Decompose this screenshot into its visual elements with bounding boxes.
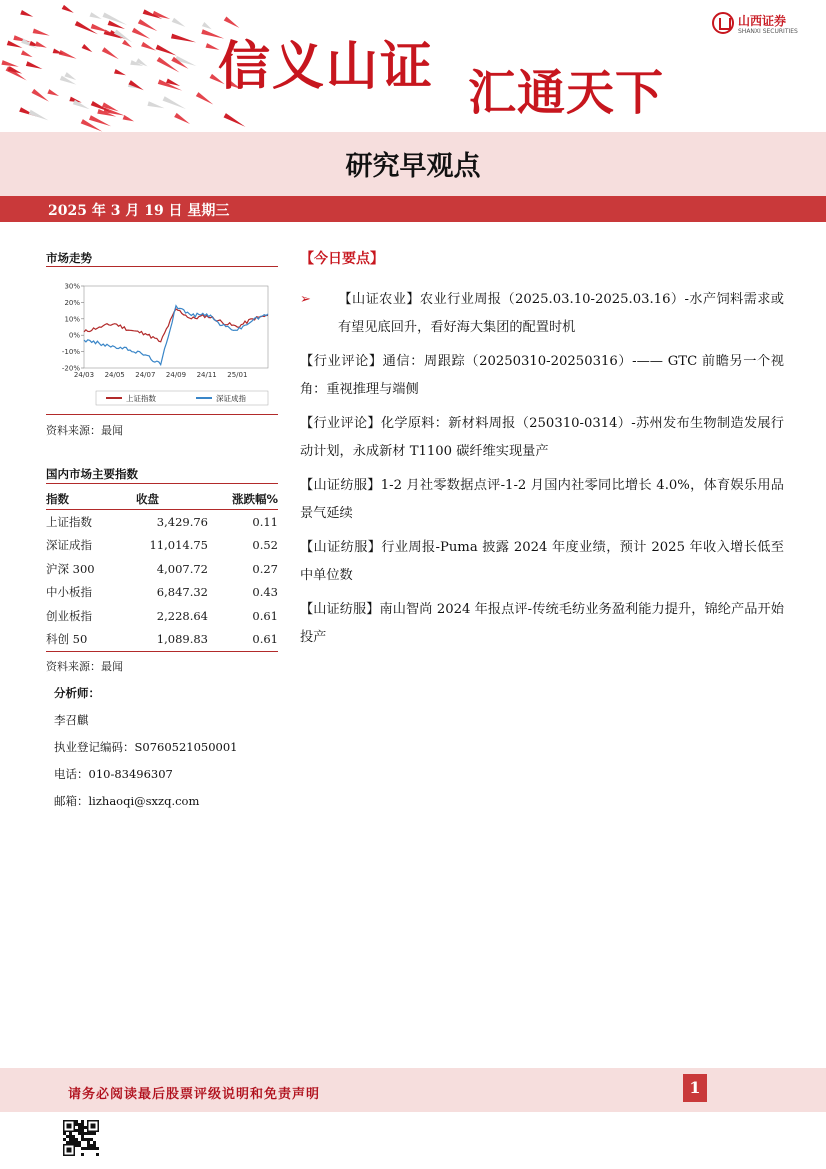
- qr-module: [72, 1138, 75, 1141]
- banner-arrow-shape: [132, 28, 150, 39]
- analyst-name: 李召麒: [54, 713, 89, 727]
- key-points-list: [300, 286, 784, 658]
- item-text[interactable]: 【山证纺服】行业周报-Puma 披露 2024 年度业绩，预计 2025 年收入增长低至中单位数: [300, 540, 784, 583]
- legend-label: 上证指数: [126, 394, 156, 403]
- qr-module: [87, 1138, 90, 1141]
- qr-module: [81, 1153, 84, 1156]
- banner-arrow-shape: [73, 100, 90, 109]
- legend-label: 深证成指: [216, 394, 246, 403]
- item-text[interactable]: 【山证农业】农业行业周报（2025.03.10-2025.03.16）-水产饲料需求或有望见底回升，看好海大集团的配置时机: [338, 292, 784, 335]
- qr-module: [63, 1138, 66, 1141]
- analyst-heading: 分析师：: [54, 686, 100, 700]
- index-change: 0.52: [252, 538, 278, 553]
- section-rule: [46, 414, 278, 415]
- index-close: 2,228.64: [156, 608, 208, 623]
- x-tick-label: 24/05: [104, 371, 125, 379]
- qr-module: [81, 1135, 84, 1138]
- qr-module: [75, 1129, 78, 1132]
- qr-module: [84, 1147, 87, 1150]
- list-item: [300, 472, 784, 528]
- company-logo: [712, 12, 820, 38]
- qr-module: [72, 1135, 75, 1138]
- qr-module: [84, 1132, 87, 1135]
- qr-module: [93, 1147, 96, 1150]
- banner-arrow-shape: [47, 89, 59, 96]
- banner-arrow-shape: [21, 50, 33, 57]
- qr-module: [90, 1144, 93, 1147]
- header-banner: [0, 0, 826, 132]
- analyst-email: 邮箱：lizhaoqi@sxzq.com: [54, 794, 200, 808]
- y-tick-label: -20%: [61, 364, 80, 373]
- banner-arrow-shape: [174, 113, 190, 124]
- y-tick-label: 10%: [64, 315, 80, 324]
- qr-module: [63, 1132, 66, 1135]
- qr-module: [93, 1132, 96, 1135]
- qr-module: [75, 1144, 78, 1147]
- table-row: [46, 557, 278, 581]
- item-text[interactable]: 【行业评论】化学原料：新材料周报（250310-0314）-苏州发布生物制造发展行动计划，永成新材 T1100 碳纤维实现量产: [300, 416, 784, 459]
- qr-module: [75, 1141, 78, 1144]
- qr-module: [75, 1138, 78, 1141]
- logo-emblem-icon: [712, 12, 734, 34]
- list-item: [300, 286, 784, 342]
- section-rule: [46, 266, 278, 267]
- slogan-part2: 汇通天下: [468, 65, 665, 121]
- qr-module: [81, 1129, 84, 1132]
- index-name: 科创 50: [46, 628, 136, 652]
- table-row: [46, 510, 278, 534]
- banner-arrow-shape: [138, 19, 158, 31]
- banner-arrow-shape: [89, 12, 101, 19]
- disclaimer-link[interactable]: 请务必阅读最后股票评级说明和免责声明: [68, 1087, 321, 1102]
- index-change: 0.11: [252, 514, 278, 529]
- banner-arrow-shape: [102, 47, 119, 59]
- y-tick-label: 20%: [64, 298, 80, 307]
- report-date: 2025 年 3 月 19 日 星期三: [48, 203, 230, 219]
- banner-arrow-shape: [62, 5, 74, 13]
- qr-module: [78, 1132, 81, 1135]
- list-item: [300, 534, 784, 590]
- indices-heading: 国内市场主要指数: [46, 467, 138, 481]
- page-title: 研究早观点: [345, 151, 481, 182]
- banner-arrow-shape: [59, 50, 77, 59]
- index-close: 3,429.76: [156, 514, 208, 529]
- qr-module: [81, 1132, 84, 1135]
- qr-module: [84, 1138, 87, 1141]
- qr-module: [90, 1132, 93, 1135]
- index-change: 0.61: [252, 608, 278, 623]
- market-trend-chart: [46, 276, 278, 410]
- logo-name-cn: 山西证券: [738, 14, 787, 28]
- qr-module: [84, 1126, 87, 1129]
- qr-module: [93, 1141, 96, 1144]
- y-tick-label: 30%: [64, 282, 80, 291]
- banner-arrow-shape: [128, 80, 143, 90]
- banner-arrow-shape: [35, 41, 47, 47]
- index-name: 上证指数: [46, 514, 92, 529]
- item-text[interactable]: 【山证纺服】1-2 月社零数据点评-1-2 月国内社零同比增长 4.0%，体育娱乐用品景气延续: [300, 478, 784, 521]
- x-tick-label: 24/09: [165, 371, 187, 379]
- banner-arrow-shape: [202, 22, 212, 29]
- slogan-part1: 信义山证: [218, 37, 435, 97]
- qr-finder-center: [91, 1124, 96, 1129]
- qr-module: [72, 1141, 75, 1144]
- list-item: [300, 348, 784, 404]
- analyst-registration: 执业登记编码：S0760521050001: [54, 740, 238, 754]
- qr-module: [78, 1141, 81, 1144]
- banner-arrow-shape: [108, 21, 125, 29]
- banner-arrow-shape: [82, 44, 93, 52]
- qr-module: [87, 1144, 90, 1147]
- analyst-phone: 电话：010-83496307: [54, 767, 173, 781]
- banner-arrow-shape: [224, 113, 246, 127]
- banner-arrow-shape: [33, 29, 50, 36]
- col-header-close: 收盘: [136, 488, 208, 510]
- banner-arrow-shape: [1, 60, 18, 67]
- banner-arrow-shape: [156, 45, 177, 56]
- qr-module: [93, 1144, 96, 1147]
- qr-module: [96, 1147, 99, 1150]
- item-text[interactable]: 【行业评论】通信：周跟踪（20250310-20250316）-—— GTC 前瞻另一个视角：重视推理与端侧: [300, 354, 784, 397]
- banner-arrow-shape: [91, 24, 111, 33]
- qr-module: [81, 1123, 84, 1126]
- index-name: 深证成指: [46, 538, 92, 553]
- qr-module: [75, 1123, 78, 1126]
- banner-arrow-shape: [123, 115, 135, 121]
- qr-module: [78, 1123, 81, 1126]
- qr-module: [90, 1147, 93, 1150]
- index-name: 沪深 300: [46, 561, 95, 576]
- list-item: [300, 596, 784, 652]
- item-text[interactable]: 【山证纺服】南山智尚 2024 年报点评-传统毛纺业务盈利能力提升，锦纶产品开始投产: [300, 602, 784, 645]
- qr-module: [66, 1135, 69, 1138]
- list-item: [300, 410, 784, 466]
- table-source: 资料来源：最闻: [46, 660, 123, 673]
- page-number: 1: [683, 1074, 707, 1102]
- series-line-0: [84, 309, 268, 342]
- qr-module: [96, 1153, 99, 1156]
- table-row: [46, 534, 278, 558]
- qr-module: [81, 1147, 84, 1150]
- col-header-index: 指数: [46, 488, 136, 510]
- qr-module: [66, 1141, 69, 1144]
- title-band: [0, 132, 826, 196]
- bullet-arrow-icon: ➢: [300, 292, 312, 307]
- y-tick-label: -10%: [61, 348, 80, 357]
- qr-module: [87, 1141, 90, 1144]
- market-trend-heading: 市场走势: [46, 251, 92, 265]
- col-header-change: 涨跌幅%: [208, 488, 278, 510]
- x-tick-label: 24/11: [196, 371, 217, 379]
- qr-finder-center: [67, 1148, 72, 1153]
- qr-module: [69, 1132, 72, 1135]
- index-close: 4,007.72: [156, 561, 208, 576]
- index-change: 0.61: [208, 628, 278, 652]
- table-header-row: [46, 488, 278, 510]
- qr-finder-center: [67, 1124, 72, 1129]
- indices-table: [46, 488, 278, 652]
- qr-module: [75, 1120, 78, 1123]
- qr-module: [78, 1129, 81, 1132]
- y-tick-label: 0%: [68, 331, 80, 340]
- banner-arrow-shape: [141, 42, 156, 51]
- banner-arrow-shape: [7, 41, 23, 48]
- index-close: 6,847.32: [156, 585, 208, 600]
- qr-module: [87, 1147, 90, 1150]
- key-points-title: 【今日要点】: [300, 251, 384, 267]
- plot-area: [84, 286, 268, 368]
- table-row: [46, 581, 278, 605]
- banner-arrow-shape: [163, 96, 186, 109]
- index-name: 中小板指: [46, 585, 92, 600]
- table-row: [46, 604, 278, 628]
- qr-module: [69, 1138, 72, 1141]
- banner-arrow-shape: [31, 89, 48, 102]
- index-close: 1,089.83: [136, 628, 208, 652]
- qr-module: [69, 1141, 72, 1144]
- qr-module: [69, 1135, 72, 1138]
- x-tick-label: 24/07: [135, 371, 156, 379]
- qr-module: [81, 1120, 84, 1123]
- index-change: 0.43: [252, 585, 278, 600]
- qr-module: [78, 1126, 81, 1129]
- series-line-1: [84, 306, 268, 365]
- index-close: 11,014.75: [149, 538, 208, 553]
- qr-module: [81, 1126, 84, 1129]
- banner-arrow-shape: [152, 11, 170, 19]
- banner-arrow-shape: [20, 10, 33, 17]
- qr-module: [87, 1132, 90, 1135]
- qr-code-icon: [63, 1120, 99, 1156]
- x-tick-label: 25/01: [227, 371, 248, 379]
- footer-band: [0, 1068, 826, 1112]
- qr-module: [90, 1138, 93, 1141]
- qr-module: [78, 1144, 81, 1147]
- index-name: 创业板指: [46, 608, 92, 623]
- banner-arrow-shape: [26, 61, 43, 69]
- banner-arrow-shape: [147, 101, 164, 108]
- banner-arrow-shape: [196, 92, 213, 104]
- date-bar: [0, 196, 826, 222]
- chart-source: 资料来源：最闻: [46, 424, 123, 437]
- x-tick-label: 24/03: [73, 371, 95, 379]
- index-change: 0.27: [252, 561, 278, 576]
- banner-arrow-shape: [103, 13, 128, 25]
- qr-module: [81, 1138, 84, 1141]
- section-rule: [46, 483, 278, 484]
- banner-arrow-shape: [89, 115, 111, 126]
- banner-arrow-shape: [171, 34, 196, 43]
- banner-arrow-shape: [172, 18, 186, 27]
- table-row: [46, 628, 278, 652]
- banner-arrow-shape: [114, 69, 126, 75]
- logo-name-en: SHANXI SECURITIES: [738, 28, 798, 35]
